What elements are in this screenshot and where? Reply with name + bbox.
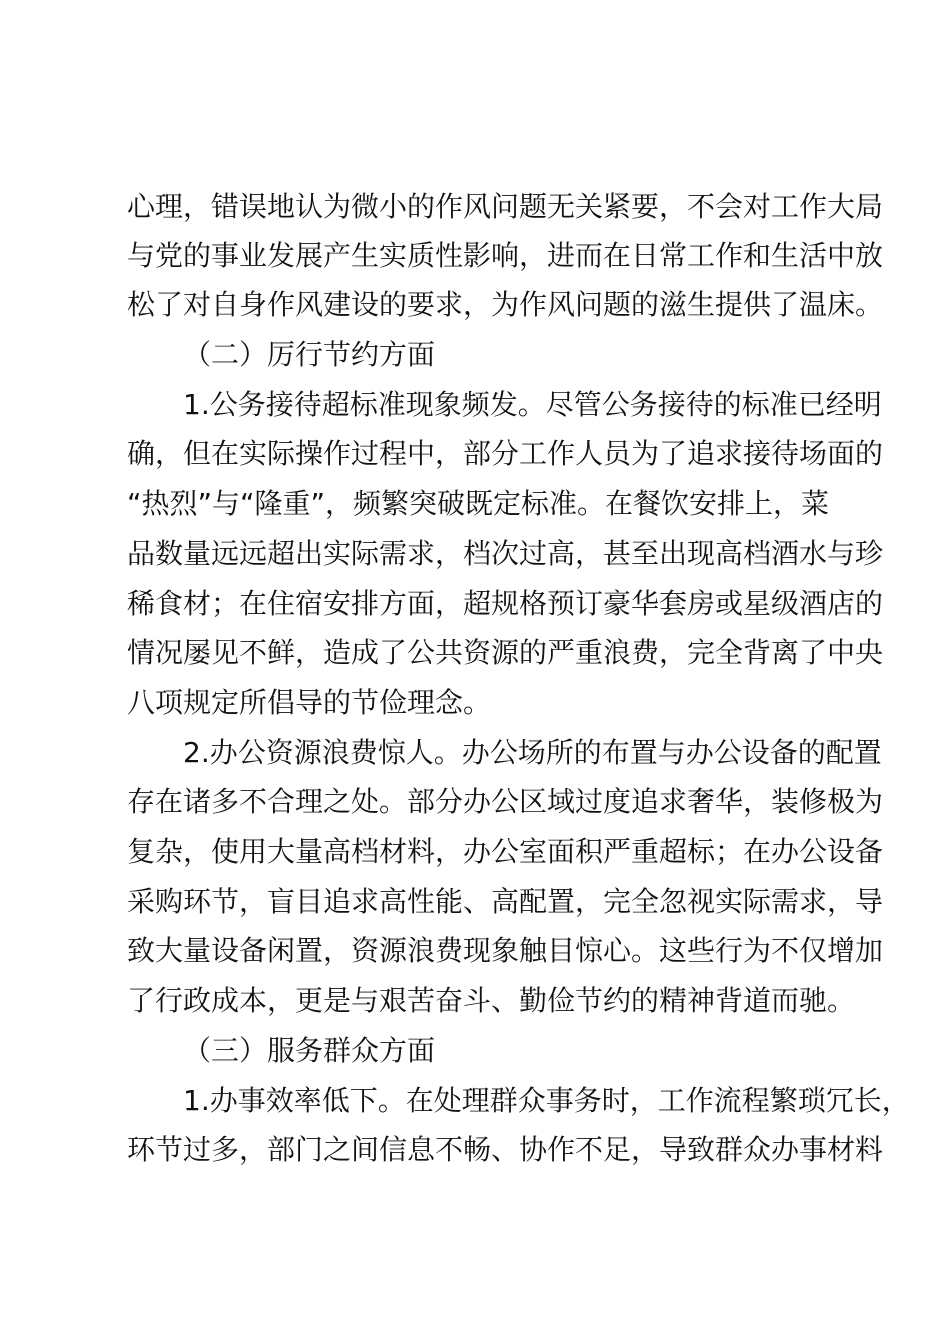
section-heading: （二）厉行节约方面 bbox=[183, 338, 436, 371]
paragraph-line: 环节过多，部门之间信息不畅、协作不足，导致群众办事材料 bbox=[127, 1133, 884, 1166]
paragraph-line: 2.办公资源浪费惊人。办公场所的布置与办公设备的配置 bbox=[183, 736, 882, 769]
paragraph-line: 与党的事业发展产生实质性影响，进而在日常工作和生活中放 bbox=[127, 239, 884, 272]
paragraph-line: 了行政成本，更是与艰苦奋斗、勤俭节约的精神背道而驰。 bbox=[127, 984, 856, 1017]
paragraph-line: 心理，错误地认为微小的作风问题无关紧要，不会对工作大局 bbox=[127, 190, 884, 223]
paragraph-line: 采购环节，盲目追求高性能、高配置，完全忽视实际需求，导 bbox=[127, 885, 884, 918]
section-heading: （三）服务群众方面 bbox=[183, 1034, 436, 1067]
paragraph-line: 八项规定所倡导的节俭理念。 bbox=[127, 686, 492, 719]
paragraph-line: 稀食材；在住宿安排方面，超规格预订豪华套房或星级酒店的 bbox=[127, 587, 884, 620]
paragraph-line: 存在诸多不合理之处。部分办公区域过度追求奢华，装修极为 bbox=[127, 785, 884, 818]
paragraph-line: 松了对自身作风建设的要求，为作风问题的滋生提供了温床。 bbox=[127, 288, 884, 321]
paragraph-line: 情况屡见不鲜，造成了公共资源的严重浪费，完全背离了中央 bbox=[127, 636, 884, 669]
paragraph-line: 品数量远远超出实际需求，档次过高，甚至出现高档酒水与珍 bbox=[127, 537, 884, 570]
paragraph-line: 确，但在实际操作过程中，部分工作人员为了追求接待场面的 bbox=[127, 437, 884, 470]
paragraph-line: 1.办事效率低下。在处理群众事务时，工作流程繁琐冗长， bbox=[183, 1084, 910, 1117]
paragraph-line: 复杂，使用大量高档材料，办公室面积严重超标；在办公设备 bbox=[127, 835, 884, 868]
paragraph-line: 致大量设备闲置，资源浪费现象触目惊心。这些行为不仅增加 bbox=[127, 934, 884, 967]
paragraph-line: “热烈”与“隆重”，频繁突破既定标准。在餐饮安排上，菜 bbox=[127, 487, 830, 520]
paragraph-line: 1.公务接待超标准现象频发。尽管公务接待的标准已经明 bbox=[183, 388, 882, 421]
